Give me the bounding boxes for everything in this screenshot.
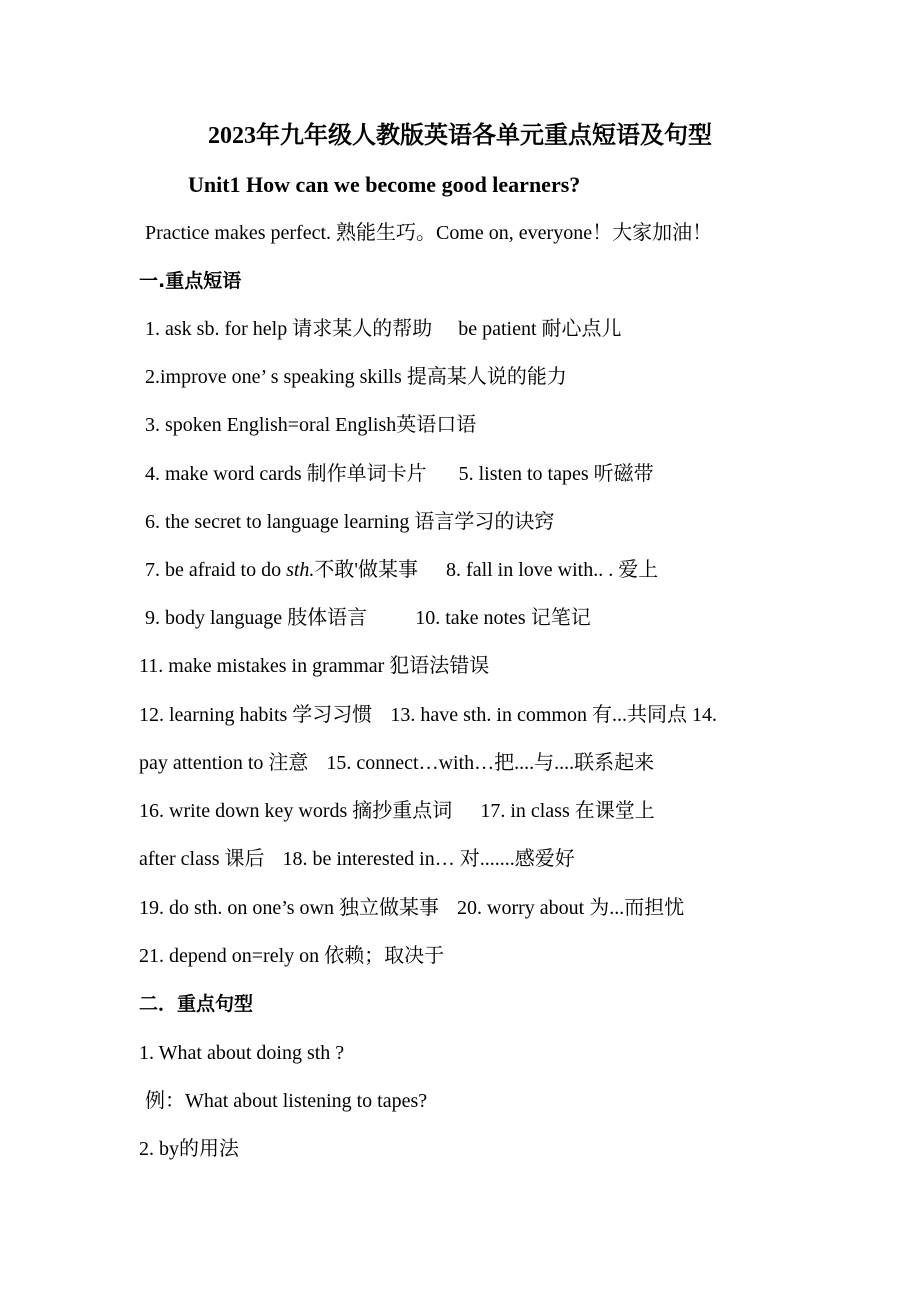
- phrase-line: 2.improve one’ s speaking skills 提高某人说的能力: [145, 366, 567, 388]
- phrase-line: [145, 461, 920, 487]
- phrase-line: [139, 895, 920, 921]
- phrase-line: [145, 316, 920, 342]
- phrase-line: [139, 798, 920, 824]
- sentence-line: 2. by的用法: [139, 1138, 239, 1160]
- phrase-item: 10. take notes 记笔记: [415, 607, 591, 629]
- sentence-example: 例：What about listening to tapes?: [145, 1090, 428, 1112]
- phrase-line: [145, 605, 920, 631]
- phrase-line: 11. make mistakes in grammar 犯语法错误: [139, 655, 490, 677]
- phrase-item: 17. in class 在课堂上: [480, 800, 655, 822]
- phrase-item: 9. body language 肢体语言: [145, 607, 368, 629]
- section-heading-phrases: 一.重点短语: [139, 270, 242, 292]
- phrase-item: 13. have sth. in common 有...共同点 14.: [390, 704, 717, 726]
- phrase-item: 4. make word cards 制作单词卡片: [145, 463, 427, 485]
- phrase-line: 21. depend on=rely on 依赖；取决于: [139, 945, 445, 967]
- phrase-item: 12. learning habits 学习习惯: [139, 704, 373, 726]
- phrase-line: 3. spoken English=oral English英语口语: [145, 414, 477, 436]
- phrase-item: 8. fall in love with.. . 爱上: [446, 559, 659, 581]
- phrase-item: pay attention to 注意: [139, 752, 309, 774]
- phrase-line: [145, 557, 920, 583]
- phrase-line: 6. the secret to language learning 语言学习的诀窍: [145, 511, 555, 533]
- phrase-item: 1. ask sb. for help 请求某人的帮助: [145, 318, 433, 340]
- motto-line: Practice makes perfect. 熟能生巧。Come on, everyone！大家加油！: [145, 222, 713, 244]
- unit-title: Unit1 How can we become good learners?: [188, 172, 581, 197]
- page-title: 2023年九年级人教版英语各单元重点短语及句型: [208, 123, 712, 149]
- sentence-line: 1. What about doing sth ?: [139, 1042, 345, 1064]
- phrase-line: [139, 846, 920, 872]
- phrase-item: 20. worry about 为...而担忧: [457, 897, 685, 919]
- phrase-item: 18. be interested in… 对.......感爱好: [282, 848, 575, 870]
- phrase-line: [139, 750, 920, 776]
- section-heading-sentences: 二．重点句型: [139, 993, 254, 1015]
- phrase-item: 5. listen to tapes 听磁带: [458, 463, 654, 485]
- phrase-item: 7. be afraid to do sth.不敢'做某事: [145, 559, 419, 581]
- phrase-item: be patient 耐心点儿: [458, 318, 622, 340]
- phrase-item: 19. do sth. on one’s own 独立做某事: [139, 897, 439, 919]
- phrase-item: 16. write down key words 摘抄重点词: [139, 800, 453, 822]
- phrase-item: after class 课后: [139, 848, 265, 870]
- phrase-item: 15. connect…with…把....与....联系起来: [326, 752, 655, 774]
- phrase-line: [139, 702, 920, 728]
